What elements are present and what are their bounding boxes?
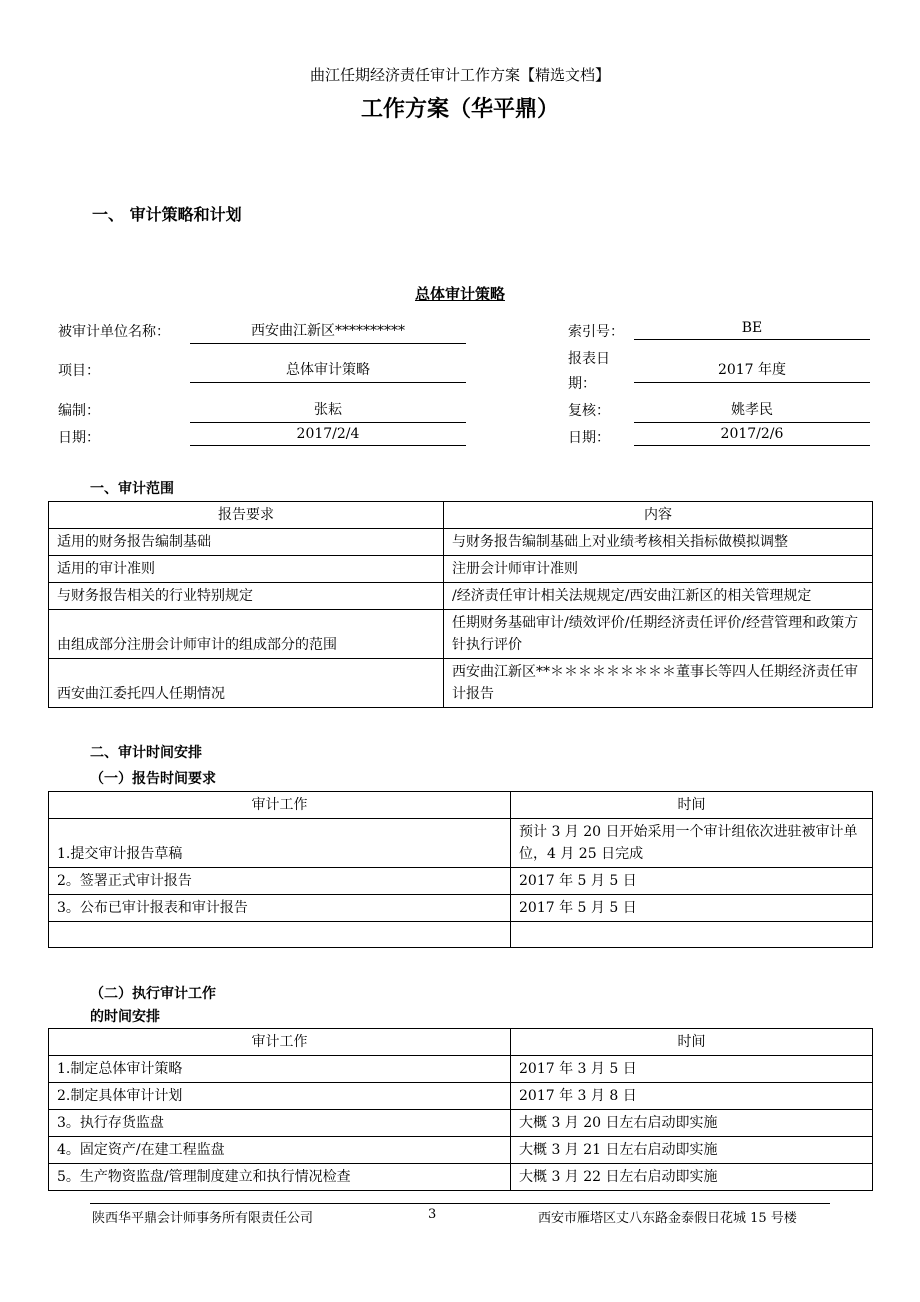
report-date-value: 2017 年度: [634, 359, 870, 383]
table-cell: 1.提交审计报告草稿: [49, 819, 511, 868]
table-cell: 1.制定总体审计策略: [49, 1056, 511, 1083]
table-row: [49, 868, 873, 895]
footer-divider: [90, 1203, 830, 1204]
exec-time-subtitle-1: （二）执行审计工作: [90, 986, 216, 1002]
table-cell: 西安曲江新区**＊＊＊＊＊＊＊＊＊董事长等四人任期经济责任审计报告: [444, 659, 873, 708]
table-header-cell: 时间: [511, 792, 873, 819]
table-row: [49, 556, 873, 583]
index-label: 索引号：: [568, 324, 624, 340]
table-row: [49, 610, 873, 659]
table-cell: [511, 922, 873, 948]
table-cell: 大概 3 月 22 日左右启动即实施: [511, 1164, 873, 1191]
report-time-subtitle: （一）报告时间要求: [90, 771, 216, 787]
table-cell: 适用的审计准则: [49, 556, 444, 583]
table-cell: 与财务报告编制基础上对业绩考核相关指标做模拟调整: [444, 529, 873, 556]
project-label: 项目：: [58, 363, 100, 379]
table-cell: 与财务报告相关的行业特别规定: [49, 583, 444, 610]
table-cell: 预计 3 月 20 日开始采用一个审计组依次进驻被审计单位，4 月 25 日完成: [511, 819, 873, 868]
table-header-cell: 时间: [511, 1029, 873, 1056]
table-cell: 2.制定具体审计计划: [49, 1083, 511, 1110]
table-header-row: [49, 792, 873, 819]
table-header-cell: 报告要求: [49, 502, 444, 529]
table-row: [49, 1056, 873, 1083]
exec-time-subtitle-2: 的时间安排: [90, 1009, 160, 1025]
reviewed-value: 姚孝民: [634, 399, 870, 423]
prepared-value: 张耘: [190, 399, 466, 423]
table-row: [49, 659, 873, 708]
main-title: 工作方案（华平鼎）: [360, 96, 559, 122]
table-cell: 2017 年 5 月 5 日: [511, 868, 873, 895]
table-cell: 3。公布已审计报表和审计报告: [49, 895, 511, 922]
table-row: [49, 1110, 873, 1137]
table-cell: 4。固定资产/在建工程监盘: [49, 1137, 511, 1164]
reviewed-label: 复核：: [568, 403, 610, 419]
table-cell: 西安曲江委托四人任期情况: [49, 659, 444, 708]
table-cell: 注册会计师审计准则: [444, 556, 873, 583]
table-cell: 大概 3 月 20 日左右启动即实施: [511, 1110, 873, 1137]
table-row: [49, 922, 873, 948]
document-title: 曲江任期经济责任审计工作方案【精选文档】: [309, 66, 610, 84]
table-row: [49, 583, 873, 610]
unit-value: 西安曲江新区**********: [190, 320, 466, 344]
index-value: BE: [634, 320, 870, 340]
table-row: [49, 529, 873, 556]
table-cell: 大概 3 月 21 日左右启动即实施: [511, 1137, 873, 1164]
prepared-label: 编制：: [58, 403, 100, 419]
scope-title: 一、审计范围: [90, 481, 174, 497]
table-row: [49, 1083, 873, 1110]
scope-table: [48, 501, 873, 708]
date-value-left: 2017/2/4: [190, 426, 466, 446]
table-row: [49, 1137, 873, 1164]
table-cell: 适用的财务报告编制基础: [49, 529, 444, 556]
unit-label: 被审计单位名称：: [58, 324, 170, 340]
footer-address: 西安市雁塔区丈八东路金泰假日花城 15 号楼: [538, 1211, 797, 1226]
report-date-label-2: 期：: [568, 376, 596, 392]
table-header-cell: 审计工作: [49, 1029, 511, 1056]
footer-company: 陕西华平鼎会计师事务所有限责任公司: [92, 1211, 314, 1226]
strategy-title: [0, 283, 920, 304]
table-cell: [49, 922, 511, 948]
report-time-table: [48, 791, 873, 948]
section-heading-strategy: 一、 审计策略和计划: [92, 205, 242, 224]
table-header-row: [49, 502, 873, 529]
table-cell: 2017 年 5 月 5 日: [511, 895, 873, 922]
table-cell: 2。签署正式审计报告: [49, 868, 511, 895]
table-cell: 3。执行存货监盘: [49, 1110, 511, 1137]
table-cell: 由组成部分注册会计师审计的组成部分的范围: [49, 610, 444, 659]
table-header-cell: 审计工作: [49, 792, 511, 819]
table-cell: 任期财务基础审计/绩效评价/任期经济责任评价/经营管理和政策方针执行评价: [444, 610, 873, 659]
date-value-right: 2017/2/6: [634, 426, 870, 446]
table-row: [49, 1164, 873, 1191]
table-cell: /经济责任审计相关法规规定/西安曲江新区的相关管理规定: [444, 583, 873, 610]
project-value: 总体审计策略: [190, 359, 466, 383]
strategy-title-text: 总体审计策略: [414, 285, 505, 303]
table-header-cell: 内容: [444, 502, 873, 529]
table-cell: 5。生产物资监盘/管理制度建立和执行情况检查: [49, 1164, 511, 1191]
table-cell: 2017 年 3 月 8 日: [511, 1083, 873, 1110]
table-row: [49, 819, 873, 868]
footer-page-number: 3: [428, 1207, 437, 1222]
exec-time-table: [48, 1028, 873, 1191]
date-label-right: 日期：: [568, 430, 610, 446]
schedule-title: 二、审计时间安排: [90, 745, 202, 761]
table-header-row: [49, 1029, 873, 1056]
table-cell: 2017 年 3 月 5 日: [511, 1056, 873, 1083]
table-row: [49, 895, 873, 922]
date-label-left: 日期：: [58, 430, 100, 446]
report-date-label-1: 报表日: [568, 351, 610, 367]
